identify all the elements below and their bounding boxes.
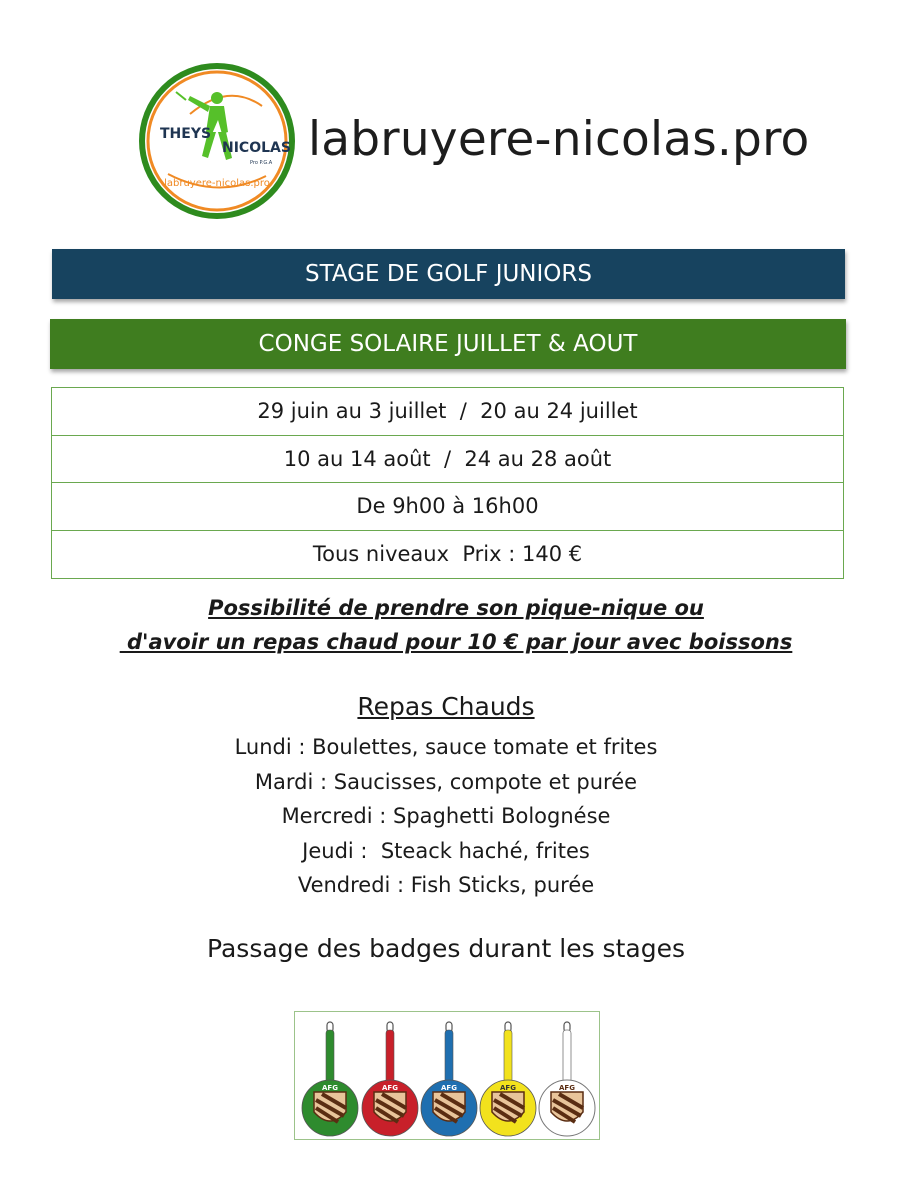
svg-text:AFG: AFG bbox=[322, 1084, 338, 1092]
hours-row: De 9h00 à 16h00 bbox=[52, 483, 843, 531]
badges-text: Passage des badges durant les stages bbox=[207, 934, 685, 963]
logo bbox=[138, 62, 296, 220]
stage-title-banner: STAGE DE GOLF JUNIORS bbox=[52, 249, 845, 299]
green-badge-icon bbox=[300, 1020, 360, 1138]
menu-item-wednesday: Mercredi : Spaghetti Bolognése bbox=[281, 804, 611, 828]
site-title: labruyere-nicolas.pro bbox=[308, 112, 810, 167]
lunch-notice-line1: Possibilité de prendre son pique-nique ou bbox=[208, 596, 704, 620]
svg-text:labruyere-nicolas.pro: labruyere-nicolas.pro bbox=[164, 178, 270, 189]
svg-text:Pro P.G.A: Pro P.G.A bbox=[250, 160, 273, 166]
menu-item-tuesday: Mardi : Saucisses, compote et purée bbox=[254, 769, 638, 794]
stage-period-banner: CONGE SOLAIRE JUILLET & AOUT bbox=[50, 319, 846, 369]
menu-item-thursday: Jeudi : Steack haché, frites bbox=[302, 838, 590, 863]
svg-text:AFG: AFG bbox=[500, 1084, 516, 1092]
dates-row-july: 29 juin au 3 juillet / 20 au 24 juillet bbox=[52, 388, 843, 436]
svg-text:NICOLAS: NICOLAS bbox=[222, 140, 291, 156]
svg-text:AFG: AFG bbox=[382, 1084, 398, 1092]
dates-row-august: 10 au 14 août / 24 au 28 août bbox=[52, 436, 843, 484]
badges-image bbox=[294, 1011, 600, 1140]
menu-item-friday: Vendredi : Fish Sticks, purée bbox=[297, 873, 595, 897]
blue-badge-icon bbox=[419, 1020, 479, 1138]
red-badge-icon bbox=[360, 1020, 420, 1138]
menu-title: Repas Chauds bbox=[357, 692, 535, 721]
menu-item-monday: Lundi : Boulettes, sauce tomate et frites bbox=[234, 735, 658, 759]
price-row: Tous niveaux Prix : 140 € bbox=[312, 541, 583, 566]
svg-text:AFG: AFG bbox=[441, 1084, 457, 1092]
white-badge-icon bbox=[537, 1020, 597, 1138]
menu-list bbox=[0, 731, 892, 904]
svg-text:AFG: AFG bbox=[559, 1084, 575, 1092]
info-table bbox=[51, 387, 844, 579]
lunch-notice-line2: d'avoir un repas chaud pour 10 € par jour avec boissons bbox=[119, 630, 793, 654]
svg-text:THEYS: THEYS bbox=[160, 126, 212, 142]
yellow-badge-icon bbox=[478, 1020, 538, 1138]
